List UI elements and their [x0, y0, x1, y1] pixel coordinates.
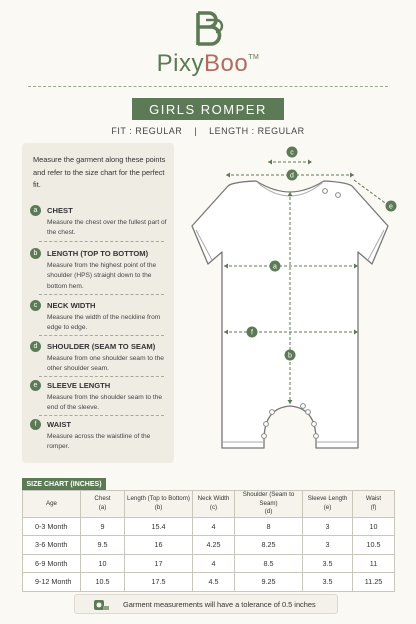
- measurement-guide: [22, 143, 174, 463]
- diagram-label-f: f: [251, 329, 253, 337]
- brand-name: PixyBoo™: [156, 50, 260, 77]
- table-cell: 3: [303, 517, 353, 536]
- table-cell: 3-6 Month: [23, 536, 81, 555]
- table-cell: 10.5: [81, 573, 125, 592]
- table-row: [23, 573, 395, 592]
- guide-intro: Measure the garment along these points and refer to the size chart for the perfect fit.: [33, 155, 166, 189]
- snap-button: [323, 189, 328, 194]
- table-cell: 9: [81, 517, 125, 536]
- table-cell: 3.5: [303, 554, 353, 573]
- guide-item-desc: Measure across the waistline of the romper.: [47, 433, 151, 451]
- table-cell: 3.5: [303, 573, 353, 592]
- tolerance-text: Garment measurements will have a tolerance of 0.5 inches: [123, 600, 316, 609]
- diagram-label-b: b: [288, 352, 292, 360]
- table-cell: 8.5: [235, 554, 303, 573]
- column-header: Shoulder (Seam to Seam) (d): [235, 491, 303, 518]
- guide-item-desc: Measure the chest over the fullest part of the chest.: [47, 219, 167, 237]
- column-header: Sleeve Length (e): [303, 491, 353, 518]
- guide-item-desc: Measure the width of the neckline from edge to edge.: [47, 314, 161, 332]
- guide-item-title: LENGTH (TOP TO BOTTOM): [47, 249, 149, 258]
- column-header: Waist (f): [353, 491, 395, 518]
- diagram-label-d: d: [290, 172, 294, 180]
- diagram-label-c: c: [290, 149, 294, 157]
- snap-button: [270, 410, 275, 415]
- table-cell: 4.5: [193, 573, 235, 592]
- table-cell: 10: [81, 554, 125, 573]
- table-cell: 10: [353, 517, 395, 536]
- snap-button: [312, 422, 317, 427]
- label-badge: d: [30, 341, 41, 352]
- guide-item-desc: Measure from the shoulder seam to the end of the sleeve.: [47, 394, 163, 412]
- diagram-label-e: e: [389, 203, 393, 211]
- guide-item-title: SLEEVE LENGTH: [47, 381, 111, 390]
- table-cell: 9.25: [235, 573, 303, 592]
- guide-item-title: CHEST: [47, 206, 73, 215]
- guide-item-title: WAIST: [47, 420, 72, 429]
- divider: [28, 86, 388, 87]
- table-cell: 9-12 Month: [23, 573, 81, 592]
- guide-item-title: NECK WIDTH: [47, 301, 96, 310]
- snap-button: [336, 193, 341, 198]
- table-cell: 4: [193, 517, 235, 536]
- table-row: [23, 536, 395, 555]
- table-cell: 9.5: [81, 536, 125, 555]
- table-header-row: [23, 491, 395, 518]
- table-cell: 17: [125, 554, 193, 573]
- table-row: [23, 517, 395, 536]
- romper-diagram: [182, 140, 406, 460]
- tolerance-note: [74, 594, 338, 614]
- label-badge: b: [30, 248, 41, 259]
- fit-info: FIT : REGULAR | LENGTH : REGULAR: [111, 126, 305, 136]
- column-header: Length (Top to Bottom) (b): [125, 491, 193, 518]
- table-cell: 10.5: [353, 536, 395, 555]
- pb-monogram-icon: [192, 10, 226, 48]
- diagram-label-a: a: [273, 263, 277, 271]
- column-header: Neck Width (c): [193, 491, 235, 518]
- table-row: [23, 554, 395, 573]
- table-cell: 8.25: [235, 536, 303, 555]
- table-cell: 8: [235, 517, 303, 536]
- label-badge: c: [30, 300, 41, 311]
- guide-divider: [39, 241, 164, 242]
- table-cell: 6-9 Month: [23, 554, 81, 573]
- label-badge: a: [30, 205, 41, 216]
- table-cell: 4.25: [193, 536, 235, 555]
- label-badge: f: [30, 419, 41, 430]
- snap-button: [314, 434, 319, 439]
- column-header: Age: [23, 491, 81, 518]
- column-header: Chest (a): [81, 491, 125, 518]
- table-cell: 3: [303, 536, 353, 555]
- guide-item-desc: Measure from one shoulder seam to the other shoulder seam.: [47, 355, 164, 373]
- size-chart-table: [22, 490, 395, 592]
- snap-button: [264, 422, 269, 427]
- snap-button: [262, 434, 267, 439]
- table-cell: 15.4: [125, 517, 193, 536]
- table-cell: 4: [193, 554, 235, 573]
- product-title: GIRLS ROMPER: [132, 98, 284, 120]
- guide-divider: [39, 376, 164, 377]
- guide-item-title: SHOULDER (SEAM TO SEAM): [47, 342, 156, 351]
- size-chart-tab: SIZE CHART (INCHES): [22, 478, 106, 490]
- guide-item-desc: Measure from the highest point of the shoulder (HPS) straight down to the bottom hem.: [47, 262, 157, 290]
- table-cell: 0-3 Month: [23, 517, 81, 536]
- table-cell: 17.5: [125, 573, 193, 592]
- table-cell: 11: [353, 554, 395, 573]
- guide-divider: [39, 415, 164, 416]
- snap-button: [306, 410, 311, 415]
- label-badge: e: [30, 380, 41, 391]
- guide-divider: [39, 335, 164, 336]
- table-cell: 16: [125, 536, 193, 555]
- guide-divider: [39, 294, 164, 295]
- measuring-tape-icon: [93, 599, 109, 611]
- snap-button: [301, 404, 306, 409]
- table-cell: 11.25: [353, 573, 395, 592]
